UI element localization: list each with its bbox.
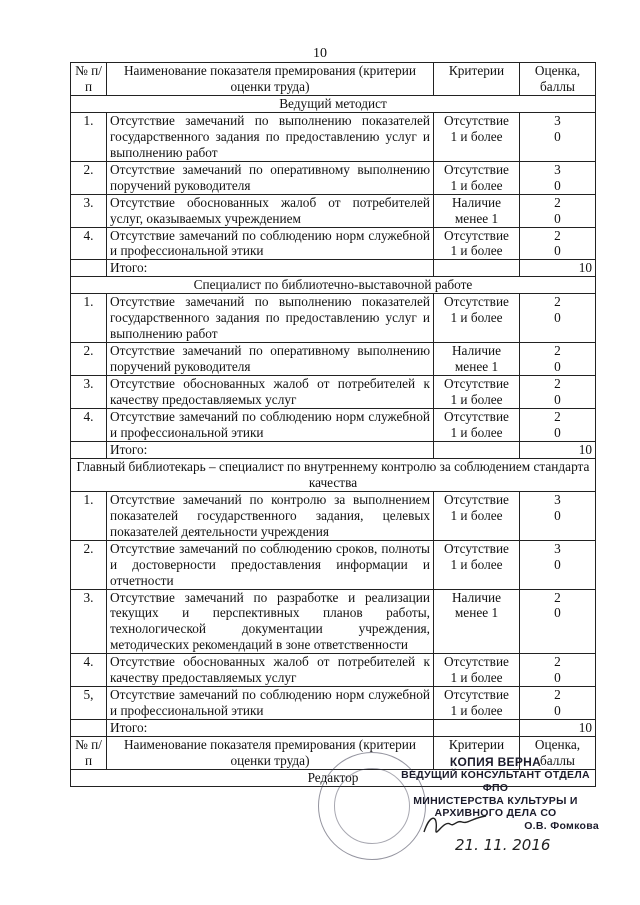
header-num: № п/п — [71, 63, 107, 96]
criteria-negative: 1 и более — [450, 703, 503, 719]
score-positive: 2 — [554, 409, 561, 425]
row-number: 3. — [71, 376, 107, 409]
row-score — [520, 409, 596, 442]
row-number: 2. — [71, 540, 107, 589]
criteria-negative: 1 и более — [450, 128, 503, 144]
total-row — [71, 441, 596, 458]
row-score — [520, 491, 596, 540]
row-number: 5, — [71, 687, 107, 720]
row-criteria — [434, 491, 520, 540]
table-row — [71, 343, 596, 376]
table-row — [71, 409, 596, 442]
score-positive: 2 — [554, 343, 561, 359]
total-value: 10 — [520, 720, 596, 737]
row-score — [520, 194, 596, 227]
header-score: Оценка, баллы — [520, 737, 596, 770]
row-score — [520, 540, 596, 589]
row-score — [520, 161, 596, 194]
row-score — [520, 654, 596, 687]
row-criteria — [434, 343, 520, 376]
score-negative: 0 — [554, 359, 561, 375]
criteria-positive: Отсутствие — [444, 491, 509, 507]
total-row — [71, 260, 596, 277]
criteria-negative: 1 и более — [450, 507, 503, 523]
row-number: 4. — [71, 227, 107, 260]
header-score: Оценка, баллы — [520, 63, 596, 96]
score-positive: 3 — [554, 491, 561, 507]
score-positive: 3 — [554, 161, 561, 177]
criteria-negative: 1 и более — [450, 243, 503, 259]
score-negative: 0 — [554, 507, 561, 523]
row-number: 2. — [71, 343, 107, 376]
row-number: 2. — [71, 161, 107, 194]
score-positive: 2 — [554, 227, 561, 243]
table-row — [71, 227, 596, 260]
table-row — [71, 687, 596, 720]
total-num-empty — [71, 441, 107, 458]
row-criteria — [434, 589, 520, 654]
row-score — [520, 376, 596, 409]
score-positive: 2 — [554, 194, 561, 210]
criteria-positive: Отсутствие — [444, 227, 509, 243]
criteria-negative: 1 и более — [450, 392, 503, 408]
criteria-positive: Отсутствие — [444, 409, 509, 425]
table-row — [71, 491, 596, 540]
row-indicator-name: Отсутствие замечаний по контролю за выполнением показателей государственного задания, целевых показателей деятельности учреждения — [107, 491, 434, 540]
row-indicator-name: Отсутствие замечаний по оперативному выполнению поручений руководителя — [107, 343, 434, 376]
section-title: Ведущий методист — [71, 95, 596, 112]
row-number: 1. — [71, 112, 107, 161]
criteria-negative: 1 и более — [450, 310, 503, 326]
signature-date: 21. 11. 2016 — [455, 836, 551, 854]
score-positive: 2 — [554, 376, 561, 392]
score-negative: 0 — [554, 424, 561, 440]
row-number: 3. — [71, 589, 107, 654]
row-indicator-name: Отсутствие обоснованных жалоб от потребителей к качеству предоставляемых услуг — [107, 376, 434, 409]
total-label: Итого: — [107, 441, 434, 458]
row-indicator-name: Отсутствие замечаний по соблюдению норм служебной и профессиональной этики — [107, 687, 434, 720]
header-criteria: Критерии — [434, 737, 520, 770]
criteria-negative: менее 1 — [454, 605, 499, 621]
row-criteria — [434, 654, 520, 687]
row-criteria — [434, 161, 520, 194]
row-number: 4. — [71, 654, 107, 687]
criteria-positive: Отсутствие — [444, 294, 509, 310]
score-negative: 0 — [554, 605, 561, 621]
stamp-line-4: АРХИВНОГО ДЕЛА СО — [434, 807, 557, 820]
stamp-signer-name: О.В. Фомкова — [524, 819, 599, 832]
score-positive: 3 — [554, 112, 561, 128]
criteria-positive: Отсутствие — [444, 540, 509, 556]
criteria-negative: менее 1 — [454, 359, 499, 375]
total-value: 10 — [520, 260, 596, 277]
criteria-positive: Отсутствие — [444, 687, 509, 703]
row-indicator-name: Отсутствие замечаний по выполнению показателей государственного задания по предоставлению услуг и выполнению работ — [107, 112, 434, 161]
score-positive: 2 — [554, 294, 561, 310]
row-indicator-name: Отсутствие замечаний по выполнению показателей государственного задания по предоставлению услуг и выполнению работ — [107, 294, 434, 343]
section-title: Главный библиотекарь – специалист по внутреннему контролю за соблюдением стандарта качества — [71, 458, 596, 491]
table-row — [71, 194, 596, 227]
score-negative: 0 — [554, 310, 561, 326]
score-negative: 0 — [554, 210, 561, 226]
section-title-row — [71, 277, 596, 294]
header-num: № п/п — [71, 737, 107, 770]
header-name: Наименование показателя премирования (критерии оценки труда) — [107, 63, 434, 96]
row-indicator-name: Отсутствие замечаний по соблюдению норм служебной и профессиональной этики — [107, 227, 434, 260]
row-number: 4. — [71, 409, 107, 442]
score-negative: 0 — [554, 670, 561, 686]
row-criteria — [434, 376, 520, 409]
total-criteria-empty — [434, 720, 520, 737]
row-indicator-name: Отсутствие замечаний по соблюдению сроков, полноты и достоверности предоставления информации и отчетности — [107, 540, 434, 589]
criteria-negative: 1 и более — [450, 177, 503, 193]
criteria-negative: менее 1 — [454, 210, 499, 226]
page-number: 10 — [313, 46, 327, 61]
row-criteria — [434, 294, 520, 343]
total-criteria-empty — [434, 441, 520, 458]
row-indicator-name: Отсутствие обоснованных жалоб от потребителей к качеству предоставляемых услуг — [107, 654, 434, 687]
total-row — [71, 720, 596, 737]
stamp-line-2: ВЕДУЩИЙ КОНСУЛЬТАНТ ОТДЕЛА ФПО — [401, 769, 590, 794]
score-negative: 0 — [554, 703, 561, 719]
header-name: Наименование показателя премирования (критерии оценки труда) — [107, 737, 434, 770]
table-row — [71, 112, 596, 161]
total-num-empty — [71, 720, 107, 737]
row-number: 1. — [71, 491, 107, 540]
header-criteria: Критерии — [434, 63, 520, 96]
criteria-negative: 1 и более — [450, 556, 503, 572]
table-row — [71, 540, 596, 589]
table-header-row — [71, 63, 596, 96]
row-indicator-name: Отсутствие замечаний по разработке и реализации текущих и перспективных планов работы, технологической документации учреждения, методических рекомендаций в зоне ответственности — [107, 589, 434, 654]
total-criteria-empty — [434, 260, 520, 277]
total-label: Итого: — [107, 720, 434, 737]
score-positive: 2 — [554, 687, 561, 703]
score-negative: 0 — [554, 177, 561, 193]
score-positive: 3 — [554, 540, 561, 556]
row-score — [520, 294, 596, 343]
score-positive: 2 — [554, 654, 561, 670]
criteria-positive: Наличие — [451, 589, 502, 605]
criteria-negative: 1 и более — [450, 670, 503, 686]
row-indicator-name: Отсутствие замечаний по соблюдению норм служебной и профессиональной этики — [107, 409, 434, 442]
row-criteria — [434, 540, 520, 589]
table-row — [71, 654, 596, 687]
criteria-positive: Наличие — [451, 194, 502, 210]
criteria-positive: Отсутствие — [444, 112, 509, 128]
row-indicator-name: Отсутствие замечаний по оперативному выполнению поручений руководителя — [107, 161, 434, 194]
stamp-line-3: МИНИСТЕРСТВА КУЛЬТУРЫ И — [413, 794, 578, 807]
score-positive: 2 — [554, 589, 561, 605]
row-indicator-name: Отсутствие обоснованных жалоб от потребителей услуг, оказываемых учреждением — [107, 194, 434, 227]
section-title-row — [71, 95, 596, 112]
section-title-row — [71, 458, 596, 491]
section-title: Редактор — [71, 769, 596, 786]
score-negative: 0 — [554, 243, 561, 259]
criteria-positive: Отсутствие — [444, 654, 509, 670]
row-score — [520, 687, 596, 720]
row-criteria — [434, 194, 520, 227]
criteria-positive: Отсутствие — [444, 161, 509, 177]
stamp-line-1: КОПИЯ ВЕРНА — [449, 755, 542, 769]
total-label: Итого: — [107, 260, 434, 277]
row-score — [520, 112, 596, 161]
row-criteria — [434, 112, 520, 161]
row-number: 3. — [71, 194, 107, 227]
criteria-table — [70, 62, 596, 787]
criteria-positive: Отсутствие — [444, 376, 509, 392]
criteria-positive: Наличие — [451, 343, 502, 359]
row-number: 1. — [71, 294, 107, 343]
section-title: Специалист по библиотечно-выставочной работе — [71, 277, 596, 294]
row-criteria — [434, 687, 520, 720]
score-negative: 0 — [554, 128, 561, 144]
row-score — [520, 227, 596, 260]
score-negative: 0 — [554, 392, 561, 408]
score-negative: 0 — [554, 556, 561, 572]
row-criteria — [434, 227, 520, 260]
row-score — [520, 343, 596, 376]
table-row — [71, 376, 596, 409]
criteria-negative: 1 и более — [450, 424, 503, 440]
table-row — [71, 161, 596, 194]
row-criteria — [434, 409, 520, 442]
row-score — [520, 589, 596, 654]
table-row — [71, 294, 596, 343]
total-value: 10 — [520, 441, 596, 458]
total-num-empty — [71, 260, 107, 277]
table-row — [71, 589, 596, 654]
